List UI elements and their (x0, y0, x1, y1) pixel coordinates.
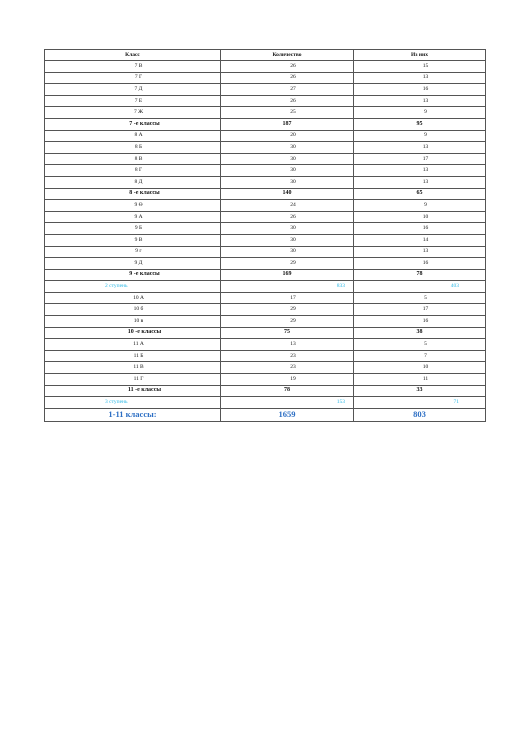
class-name: 8 Б (45, 142, 221, 154)
of-them-count: 9 (354, 130, 486, 142)
stage-3-row (45, 397, 486, 409)
subtotal-row (45, 385, 486, 397)
subtotal-of-them: 65 (354, 188, 486, 200)
student-count: 26 (221, 211, 354, 223)
class-statistics-sheet (44, 49, 485, 422)
class-name: 10 А (45, 292, 221, 304)
subtotal-count: 140 (221, 188, 354, 200)
of-them-count: 16 (354, 258, 486, 270)
of-them-count: 10 (354, 211, 486, 223)
of-them-count: 11 (354, 374, 486, 386)
of-them-count: 15 (354, 61, 486, 73)
of-them-count: 13 (354, 246, 486, 258)
of-them-count: 16 (354, 223, 486, 235)
grand-total-label: 1-11 классы: (45, 408, 221, 421)
class-name: 9 Ө (45, 200, 221, 212)
of-them-count: 5 (354, 292, 486, 304)
class-name: 8 А (45, 130, 221, 142)
header-class: Класс (45, 50, 221, 61)
subtotal-label: 11 -е классы (45, 385, 221, 397)
student-count: 23 (221, 350, 354, 362)
class-row (45, 200, 486, 212)
class-name: 9 В (45, 234, 221, 246)
class-row (45, 316, 486, 328)
of-them-count: 7 (354, 350, 486, 362)
class-row (45, 350, 486, 362)
class-row (45, 176, 486, 188)
subtotal-of-them: 33 (354, 385, 486, 397)
class-row (45, 142, 486, 154)
stage-label: 2 ступень (45, 281, 221, 293)
subtotal-label: 8 -е классы (45, 188, 221, 200)
student-count: 30 (221, 153, 354, 165)
class-row (45, 211, 486, 223)
class-name: 7 Д (45, 84, 221, 96)
stage-2-row (45, 281, 486, 293)
of-them-count: 14 (354, 234, 486, 246)
subtotal-row (45, 269, 486, 281)
student-count: 26 (221, 61, 354, 73)
class-row (45, 362, 486, 374)
class-row (45, 84, 486, 96)
of-them-count: 16 (354, 316, 486, 328)
stage-count: 153 (221, 397, 354, 409)
of-them-count: 17 (354, 304, 486, 316)
class-name: 8 В (45, 153, 221, 165)
student-count: 29 (221, 316, 354, 328)
student-count: 29 (221, 304, 354, 316)
class-name: 9 Д (45, 258, 221, 270)
class-row (45, 130, 486, 142)
class-row (45, 234, 486, 246)
subtotal-of-them: 78 (354, 269, 486, 281)
subtotal-row (45, 327, 486, 339)
class-name: 7 Е (45, 95, 221, 107)
stage-of-them: 71 (354, 397, 486, 409)
class-row (45, 153, 486, 165)
class-row (45, 72, 486, 84)
grand-total-count: 1659 (221, 408, 354, 421)
class-name: 11 А (45, 339, 221, 351)
class-name: 7 Ж (45, 107, 221, 119)
subtotal-label: 7 -е классы (45, 118, 221, 130)
student-count: 20 (221, 130, 354, 142)
class-name: 8 Д (45, 176, 221, 188)
class-name: 11 Б (45, 350, 221, 362)
student-count: 30 (221, 165, 354, 177)
class-name: 9 А (45, 211, 221, 223)
class-name: 9 г (45, 246, 221, 258)
of-them-count: 13 (354, 142, 486, 154)
grand-total-of-them: 803 (354, 408, 486, 421)
of-them-count: 13 (354, 165, 486, 177)
subtotal-count: 187 (221, 118, 354, 130)
class-name: 10 в (45, 316, 221, 328)
class-row (45, 304, 486, 316)
header-of-them: Из них (354, 50, 486, 61)
class-row (45, 246, 486, 258)
of-them-count: 5 (354, 339, 486, 351)
grand-total-row (45, 408, 486, 421)
student-count: 24 (221, 200, 354, 212)
subtotal-row (45, 188, 486, 200)
stage-of-them: 403 (354, 281, 486, 293)
class-row (45, 95, 486, 107)
student-count: 30 (221, 142, 354, 154)
stage-count: 833 (221, 281, 354, 293)
class-row (45, 61, 486, 73)
subtotal-label: 9 -е классы (45, 269, 221, 281)
subtotal-of-them: 38 (354, 327, 486, 339)
of-them-count: 13 (354, 95, 486, 107)
student-count: 19 (221, 374, 354, 386)
class-name: 8 Г (45, 165, 221, 177)
class-name: 11 Г (45, 374, 221, 386)
student-count: 26 (221, 95, 354, 107)
of-them-count: 10 (354, 362, 486, 374)
student-count: 30 (221, 246, 354, 258)
of-them-count: 13 (354, 72, 486, 84)
student-count: 27 (221, 84, 354, 96)
class-name: 7 Г (45, 72, 221, 84)
subtotal-count: 78 (221, 385, 354, 397)
student-count: 25 (221, 107, 354, 119)
class-name: 7 В (45, 61, 221, 73)
subtotal-count: 169 (221, 269, 354, 281)
student-count: 17 (221, 292, 354, 304)
of-them-count: 13 (354, 176, 486, 188)
header-count: Количество (221, 50, 354, 61)
class-row (45, 339, 486, 351)
class-name: 11 В (45, 362, 221, 374)
student-count: 30 (221, 234, 354, 246)
student-count: 30 (221, 176, 354, 188)
student-count: 13 (221, 339, 354, 351)
student-count: 26 (221, 72, 354, 84)
subtotal-row (45, 118, 486, 130)
class-row (45, 292, 486, 304)
class-row (45, 223, 486, 235)
class-row (45, 165, 486, 177)
stage-label: 3 ступень (45, 397, 221, 409)
class-row (45, 374, 486, 386)
of-them-count: 9 (354, 200, 486, 212)
class-name: 10 б (45, 304, 221, 316)
class-row (45, 258, 486, 270)
class-row (45, 107, 486, 119)
student-count: 29 (221, 258, 354, 270)
subtotal-count: 75 (221, 327, 354, 339)
class-statistics-table (44, 49, 486, 422)
of-them-count: 16 (354, 84, 486, 96)
student-count: 30 (221, 223, 354, 235)
header-row (45, 50, 486, 61)
class-name: 9 Б (45, 223, 221, 235)
of-them-count: 9 (354, 107, 486, 119)
student-count: 23 (221, 362, 354, 374)
subtotal-label: 10 -е классы (45, 327, 221, 339)
subtotal-of-them: 95 (354, 118, 486, 130)
of-them-count: 17 (354, 153, 486, 165)
